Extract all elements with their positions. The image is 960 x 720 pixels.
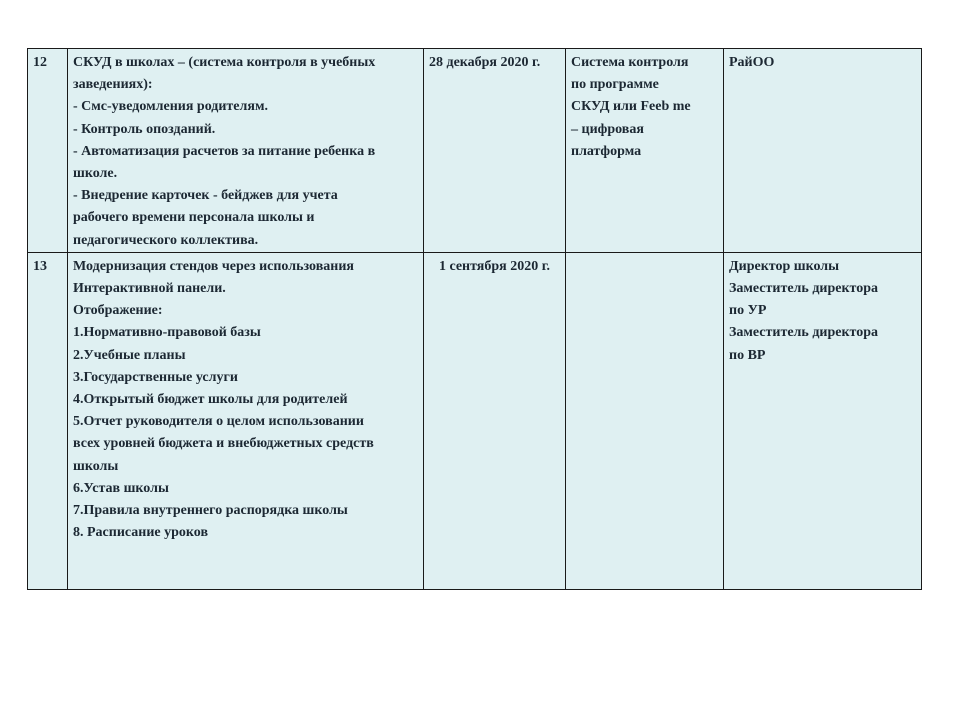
responsible-cell <box>724 252 922 589</box>
responsible-line: Заместитель директора <box>729 325 879 341</box>
deadline-date: 1 сентября 2020 г. <box>438 258 551 274</box>
system-line: Система контроля <box>571 55 689 70</box>
description-cell <box>68 49 424 253</box>
description-line: Отображение: <box>73 303 163 319</box>
system-line: по программе <box>571 77 659 93</box>
system-line: – цифровая <box>571 121 644 137</box>
description-line: Модернизация стендов через использования <box>73 258 354 274</box>
description-line: Интерактивной панели. <box>73 281 226 297</box>
responsible-line: Заместитель директора <box>729 281 879 297</box>
responsible-line: по ВР <box>729 347 766 363</box>
description-line: 7.Правила внутреннего распорядка школы <box>73 503 348 519</box>
responsible-cell <box>724 49 922 253</box>
description-line: 1.Нормативно-правовой базы <box>73 325 261 341</box>
table-row <box>28 49 922 253</box>
description-line: школы <box>73 458 119 474</box>
description-line: педагогического коллектива. <box>73 232 259 248</box>
description-line: 2.Учебные планы <box>73 347 186 363</box>
system-line: СКУД или Feeb me <box>571 99 691 115</box>
description-cell <box>68 252 424 589</box>
description-line: - Автоматизация расчетов за питание ребенка в <box>73 143 376 159</box>
row-number-cell <box>28 49 68 253</box>
system-cell <box>566 49 724 253</box>
responsible-line: по УР <box>729 303 767 319</box>
plan-table <box>27 48 922 590</box>
description-line: заведениях): <box>73 77 153 93</box>
deadline-date: 28 декабря 2020 г. <box>429 55 541 70</box>
description-line: 5.Отчет руководителя о целом использовании <box>73 414 364 430</box>
date-cell <box>424 49 566 253</box>
system-line: платформа <box>571 143 642 159</box>
description-line: - Контроль опозданий. <box>73 121 216 137</box>
row-number-cell <box>28 252 68 589</box>
date-cell <box>424 252 566 589</box>
description-line: - Смс-уведомления родителям. <box>73 99 268 115</box>
description-line: 8. Расписание уроков <box>73 525 209 541</box>
system-cell <box>566 252 724 589</box>
description-line: 3.Государственные услуги <box>73 369 238 385</box>
row-number: 12 <box>33 55 47 70</box>
description-line: школе. <box>73 166 118 182</box>
description-line: 4.Открытый бюджет школы для родителей <box>73 392 348 408</box>
description-line: рабочего времени персонала школы и <box>73 210 315 226</box>
description-line: всех уровней бюджета и внебюджетных средств <box>73 436 374 452</box>
table-row <box>28 252 922 589</box>
description-line: СКУД в школах – (система контроля в учебных <box>73 55 376 70</box>
responsible-line: Директор школы <box>729 258 840 274</box>
description-line: - Внедрение карточек - бейджев для учета <box>73 188 338 204</box>
row-number: 13 <box>33 258 47 274</box>
description-line: 6.Устав школы <box>73 480 169 496</box>
responsible-line: РайОО <box>729 55 775 70</box>
